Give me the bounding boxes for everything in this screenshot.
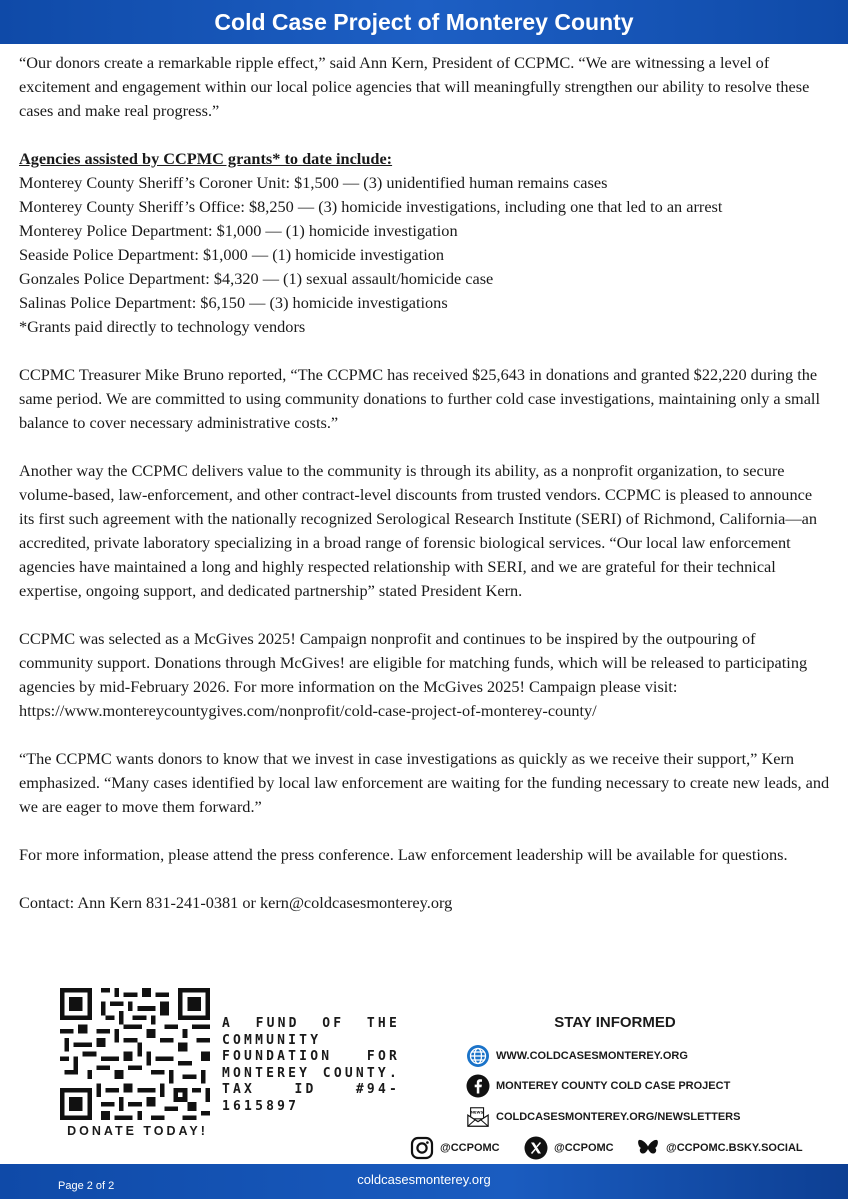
agency-item: Monterey Police Department: $1,000 — (1) homicide investigation — [19, 221, 458, 240]
svg-text:NEWS: NEWS — [470, 1110, 484, 1115]
donate-label: DONATE TODAY! — [67, 1124, 208, 1138]
page-title: Cold Case Project of Monterey County — [214, 9, 634, 35]
bluesky-butterfly-icon — [636, 1136, 660, 1160]
bluesky-link-label: @CCPOMC.BSKY.SOCIAL — [666, 1142, 803, 1154]
facebook-link-label: MONTEREY COUNTY COLD CASE PROJECT — [496, 1080, 731, 1092]
fund-statement: A FUND OF THE COMMUNITY FOUNDATION FOR MONTEREY COUNTY. TAX ID #94-1615897 — [222, 1016, 400, 1114]
website-link[interactable] — [466, 1044, 688, 1068]
page-number: Page 2 of 2 — [58, 1180, 115, 1192]
paragraph-donors: “The CCPMC wants donors to know that we invest in case investigations as quickly as we receive their support,” Kern emphasized. “Many cases identified by local law enforcement are waiting for the funding necessary to create new leads, and we are eager to move them forward.” — [19, 749, 830, 816]
agency-item: Seaside Police Department: $1,000 — (1) homicide investigation — [19, 245, 445, 264]
x-icon — [524, 1136, 548, 1160]
footer-info — [0, 980, 848, 1164]
paragraph-quote-kern: “Our donors create a remarkable ripple effect,” said Ann Kern, President of CCPMC. “We are witnessing a level of excitement and engagement within our local police agencies that will meaningfully strengthen our ability to resolve these cases and make real progress.” — [19, 53, 810, 120]
paragraph-press-conference: For more information, please attend the press conference. Law enforcement leadership will be available for questions. — [19, 845, 788, 864]
paragraph-seri: Another way the CCPMC delivers value to the community is through its ability, as a nonprofit organization, to secure volume-based, law-enforcement, and other contract-level discounts from trusted vendors. CCPMC is pleased to announce its first such agreement with the nationally recognized Serological Research Institute (SERI) of Richmond, California—an accredited, private laboratory specializing in a broad range of forensic biological services. “Our local law enforcement agencies have maintained a long and highly respected relationship with SERI, and we are grateful for their technical expertise, ongoing support, and dedicated partnership” stated President Kern. — [19, 461, 818, 600]
instagram-icon — [410, 1136, 434, 1160]
agency-item: Monterey County Sheriff’s Coroner Unit: $1,500 — (3) unidentified human remains cases — [19, 173, 608, 192]
qr-code[interactable] — [60, 988, 210, 1120]
stay-informed-heading: STAY INFORMED — [554, 1014, 676, 1031]
newsletter-icon — [466, 1105, 490, 1129]
bluesky-link[interactable] — [636, 1136, 803, 1160]
website-link-label: WWW.COLDCASESMONTEREY.ORG — [496, 1050, 688, 1062]
contact-line: Contact: Ann Kern 831-241-0381 or kern@coldcasesmonterey.org — [19, 893, 453, 912]
agency-item: Gonzales Police Department: $4,320 — (1) sexual assault/homicide case — [19, 269, 494, 288]
x-link-label: @CCPOMC — [554, 1142, 614, 1154]
agencies-heading: Agencies assisted by CCPMC grants* to date include: — [19, 149, 393, 168]
facebook-icon — [466, 1074, 490, 1098]
header-banner — [0, 0, 848, 44]
instagram-link-label: @CCPOMC — [440, 1142, 500, 1154]
paragraph-mcgives: CCPMC was selected as a McGives 2025! Campaign nonprofit and continues to be inspired by the outpouring of community support. Donations through McGives! are eligible for matching funds, which will be released to participating agencies by mid-February 2026. For more information on the McGives 2025! Campaign please visit: https://www.montereycountygives.com/nonprofit/cold-case-project-of-monterey-county/ — [19, 629, 808, 720]
instagram-link[interactable] — [410, 1136, 500, 1160]
footer-site-link[interactable]: coldcasesmonterey.org — [357, 1172, 491, 1187]
facebook-link[interactable] — [466, 1074, 730, 1098]
agency-item: Salinas Police Department: $6,150 — (3) homicide investigations — [19, 293, 448, 312]
paragraph-treasurer: CCPMC Treasurer Mike Bruno reported, “The CCPMC has received $25,643 in donations and granted $22,220 during the same period. We are committed to using community donations to further cold case investigations, maintaining only a small balance to cover necessary administrative costs.” — [19, 365, 820, 432]
article-body — [19, 51, 831, 915]
agency-item: Monterey County Sheriff’s Office: $8,250 — (3) homicide investigations, including one that led to an arrest — [19, 197, 723, 216]
grants-footnote: *Grants paid directly to technology vendors — [19, 317, 306, 336]
x-link[interactable] — [524, 1136, 614, 1160]
newsletter-link[interactable] — [466, 1105, 740, 1129]
newsletter-link-label: COLDCASESMONTEREY.ORG/NEWSLETTERS — [496, 1111, 741, 1123]
globe-icon — [466, 1044, 490, 1068]
